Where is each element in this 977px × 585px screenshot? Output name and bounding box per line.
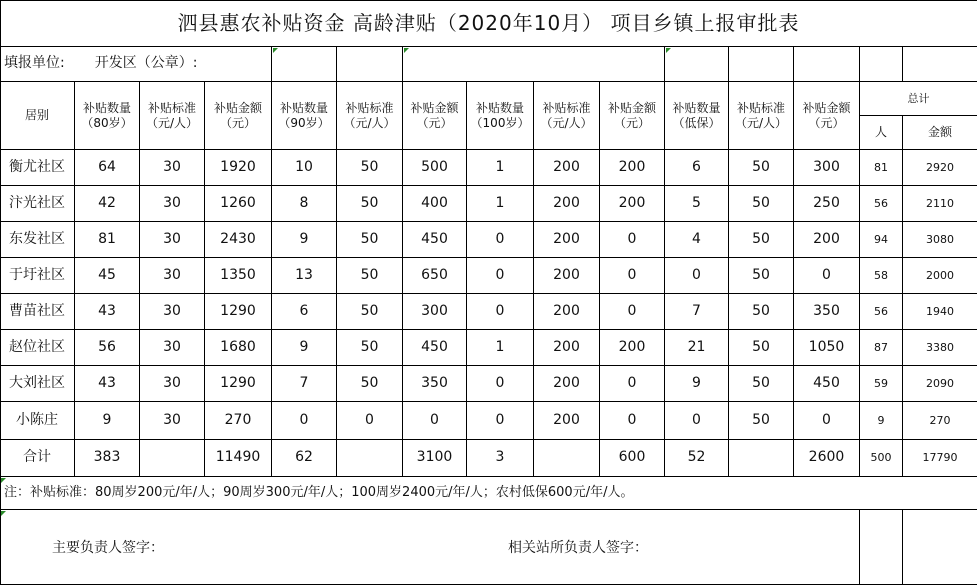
table-cell: 30: [140, 150, 205, 186]
table-cell: 56: [860, 294, 903, 330]
blank-cell: [403, 47, 665, 82]
table-cell: 6: [272, 294, 337, 330]
table-cell: 650: [403, 258, 467, 294]
table-cell: 30: [140, 402, 205, 440]
table-cell: 50: [729, 258, 794, 294]
table-cell: 2430: [205, 222, 272, 258]
table-cell: 0: [467, 222, 534, 258]
table-cell: 0: [600, 258, 665, 294]
table-cell: 2000: [903, 258, 977, 294]
table-cell: 50: [337, 366, 403, 402]
table-cell: 8: [272, 186, 337, 222]
table-cell: 200: [600, 150, 665, 186]
total-cell: 3100: [403, 440, 467, 477]
community-name: 汴光社区: [0, 186, 75, 222]
table-cell: 300: [794, 150, 860, 186]
table-cell: 350: [794, 294, 860, 330]
table-cell: 30: [140, 222, 205, 258]
table-cell: 400: [403, 186, 467, 222]
table-cell: 2110: [903, 186, 977, 222]
total-cell: 2600: [794, 440, 860, 477]
table-cell: 0: [600, 366, 665, 402]
header-community: 居别: [0, 82, 75, 150]
total-cell: 52: [665, 440, 729, 477]
table-cell: 50: [337, 330, 403, 366]
blank-cell: [272, 47, 337, 82]
table-cell: 9: [75, 402, 140, 440]
table-cell: 270: [903, 402, 977, 440]
header-amount: 补贴金额（元）: [205, 82, 272, 150]
table-cell: 94: [860, 222, 903, 258]
table-cell: 30: [140, 330, 205, 366]
table-cell: 56: [75, 330, 140, 366]
table-cell: 9: [665, 366, 729, 402]
header-standard: 补贴标准（元/人）: [534, 82, 600, 150]
table-cell: 64: [75, 150, 140, 186]
community-name: 大刘社区: [0, 366, 75, 402]
blank-cell: [903, 47, 977, 82]
total-cell: [534, 440, 600, 477]
table-cell: 0: [467, 402, 534, 440]
table-cell: 81: [75, 222, 140, 258]
table-cell: 1350: [205, 258, 272, 294]
table-cell: 5: [665, 186, 729, 222]
header-money: 金额: [903, 116, 977, 150]
table-cell: 50: [729, 366, 794, 402]
table-cell: 0: [600, 402, 665, 440]
table-cell: 200: [534, 402, 600, 440]
table-cell: 42: [75, 186, 140, 222]
total-cell: [140, 440, 205, 477]
table-cell: 4: [665, 222, 729, 258]
table-cell: 9: [272, 330, 337, 366]
table-cell: 43: [75, 366, 140, 402]
table-cell: 3080: [903, 222, 977, 258]
total-cell: 500: [860, 440, 903, 477]
total-label: 合计: [0, 440, 75, 477]
total-cell: 383: [75, 440, 140, 477]
fill-unit-cell: [0, 47, 272, 82]
total-cell: [729, 440, 794, 477]
table-cell: 200: [600, 330, 665, 366]
sign-station-label: 相关站所负责人签字：: [508, 540, 648, 556]
header-standard: 补贴标准（元/人）: [140, 82, 205, 150]
table-cell: 1940: [903, 294, 977, 330]
table-cell: 50: [337, 150, 403, 186]
table-cell: 2090: [903, 366, 977, 402]
fill-unit-label: 填报单位:: [4, 55, 65, 72]
table-cell: 81: [860, 150, 903, 186]
table-cell: 1: [467, 150, 534, 186]
table-cell: 250: [794, 186, 860, 222]
note: 注：补贴标准：80周岁200元/年/人；90周岁300元/年/人；100周岁2400元/年/人；农村低保600元/年/人。: [0, 477, 977, 510]
header-people: 人: [860, 116, 903, 150]
table-cell: 200: [600, 186, 665, 222]
blank-cell: [860, 510, 903, 585]
table-cell: 50: [337, 258, 403, 294]
blank-cell: [729, 47, 794, 82]
cell-marker-icon: [404, 48, 409, 53]
blank-cell: [665, 47, 729, 82]
header-count: 补贴数量（100岁）: [467, 82, 534, 150]
header-count: 补贴数量（80岁）: [75, 82, 140, 150]
table-cell: 50: [729, 330, 794, 366]
table-cell: 0: [600, 294, 665, 330]
header-standard: 补贴标准（元/人）: [337, 82, 403, 150]
header-total: 总计: [860, 82, 977, 116]
sign-main-label: 主要负责人签字：: [52, 540, 164, 556]
table-cell: 450: [403, 222, 467, 258]
table-cell: 50: [337, 186, 403, 222]
table-cell: 0: [665, 258, 729, 294]
blank-cell: [337, 47, 403, 82]
table-cell: 200: [534, 222, 600, 258]
blank-cell: [794, 47, 860, 82]
table-cell: 50: [729, 150, 794, 186]
table-cell: 1680: [205, 330, 272, 366]
table-cell: 0: [665, 402, 729, 440]
table-cell: 50: [729, 186, 794, 222]
total-cell: 11490: [205, 440, 272, 477]
header-standard: 补贴标准（元/人）: [729, 82, 794, 150]
table-cell: 87: [860, 330, 903, 366]
table-cell: 200: [534, 258, 600, 294]
table-cell: 0: [403, 402, 467, 440]
table-cell: 1920: [205, 150, 272, 186]
page-title: 泗县惠农补贴资金 高龄津贴（2020年10月） 项目乡镇上报审批表: [0, 0, 977, 47]
fill-unit-value: 开发区（公章）:: [94, 55, 198, 72]
total-cell: 17790: [903, 440, 977, 477]
table-cell: 300: [403, 294, 467, 330]
table-cell: 9: [860, 402, 903, 440]
table-cell: 3380: [903, 330, 977, 366]
table-cell: 0: [794, 258, 860, 294]
community-name: 东发社区: [0, 222, 75, 258]
table-cell: 1290: [205, 294, 272, 330]
table-cell: 10: [272, 150, 337, 186]
table-cell: 50: [337, 222, 403, 258]
table-cell: 350: [403, 366, 467, 402]
table-cell: 50: [729, 222, 794, 258]
table-cell: 0: [600, 222, 665, 258]
table-cell: 200: [794, 222, 860, 258]
community-name: 于圩社区: [0, 258, 75, 294]
total-cell: 62: [272, 440, 337, 477]
community-name: 赵位社区: [0, 330, 75, 366]
total-cell: 600: [600, 440, 665, 477]
table-cell: 200: [534, 366, 600, 402]
table-cell: 1: [467, 330, 534, 366]
table-cell: 450: [794, 366, 860, 402]
community-name: 衡尤社区: [0, 150, 75, 186]
table-cell: 270: [205, 402, 272, 440]
cell-marker-icon: [666, 48, 671, 53]
table-cell: 30: [140, 186, 205, 222]
table-cell: 0: [467, 294, 534, 330]
header-count: 补贴数量（90岁）: [272, 82, 337, 150]
table-cell: 0: [467, 258, 534, 294]
table-cell: 45: [75, 258, 140, 294]
table-cell: 30: [140, 294, 205, 330]
table-cell: 200: [534, 186, 600, 222]
cell-marker-icon: [1, 478, 6, 483]
total-cell: 3: [467, 440, 534, 477]
header-amount: 补贴金额（元）: [600, 82, 665, 150]
table-cell: 7: [272, 366, 337, 402]
header-count: 补贴数量（低保）: [665, 82, 729, 150]
table-cell: 9: [272, 222, 337, 258]
table-cell: 2920: [903, 150, 977, 186]
table-cell: 450: [403, 330, 467, 366]
table-cell: 200: [534, 294, 600, 330]
table-cell: 0: [467, 366, 534, 402]
table-cell: 56: [860, 186, 903, 222]
table-cell: 43: [75, 294, 140, 330]
table-cell: 1050: [794, 330, 860, 366]
table-cell: 30: [140, 366, 205, 402]
community-name: 曹苗社区: [0, 294, 75, 330]
table-cell: 1: [467, 186, 534, 222]
table-cell: 13: [272, 258, 337, 294]
table-cell: 0: [272, 402, 337, 440]
table-cell: 6: [665, 150, 729, 186]
signature-area: [0, 510, 860, 585]
table-cell: 50: [729, 402, 794, 440]
table-cell: 500: [403, 150, 467, 186]
table-cell: 59: [860, 366, 903, 402]
table-cell: 0: [794, 402, 860, 440]
header-amount: 补贴金额（元）: [794, 82, 860, 150]
table-cell: 50: [729, 294, 794, 330]
community-name: 小陈庄: [0, 402, 75, 440]
blank-cell: [903, 510, 977, 585]
table-cell: 30: [140, 258, 205, 294]
header-amount: 补贴金额（元）: [403, 82, 467, 150]
table-cell: 21: [665, 330, 729, 366]
table-cell: 50: [337, 294, 403, 330]
cell-marker-icon: [273, 48, 278, 53]
total-cell: [337, 440, 403, 477]
table-cell: 1290: [205, 366, 272, 402]
table-cell: 1260: [205, 186, 272, 222]
table-cell: 200: [534, 150, 600, 186]
table-cell: 0: [337, 402, 403, 440]
blank-cell: [860, 47, 903, 82]
table-cell: 200: [534, 330, 600, 366]
table-cell: 58: [860, 258, 903, 294]
cell-marker-icon: [1, 511, 6, 516]
table-cell: 7: [665, 294, 729, 330]
